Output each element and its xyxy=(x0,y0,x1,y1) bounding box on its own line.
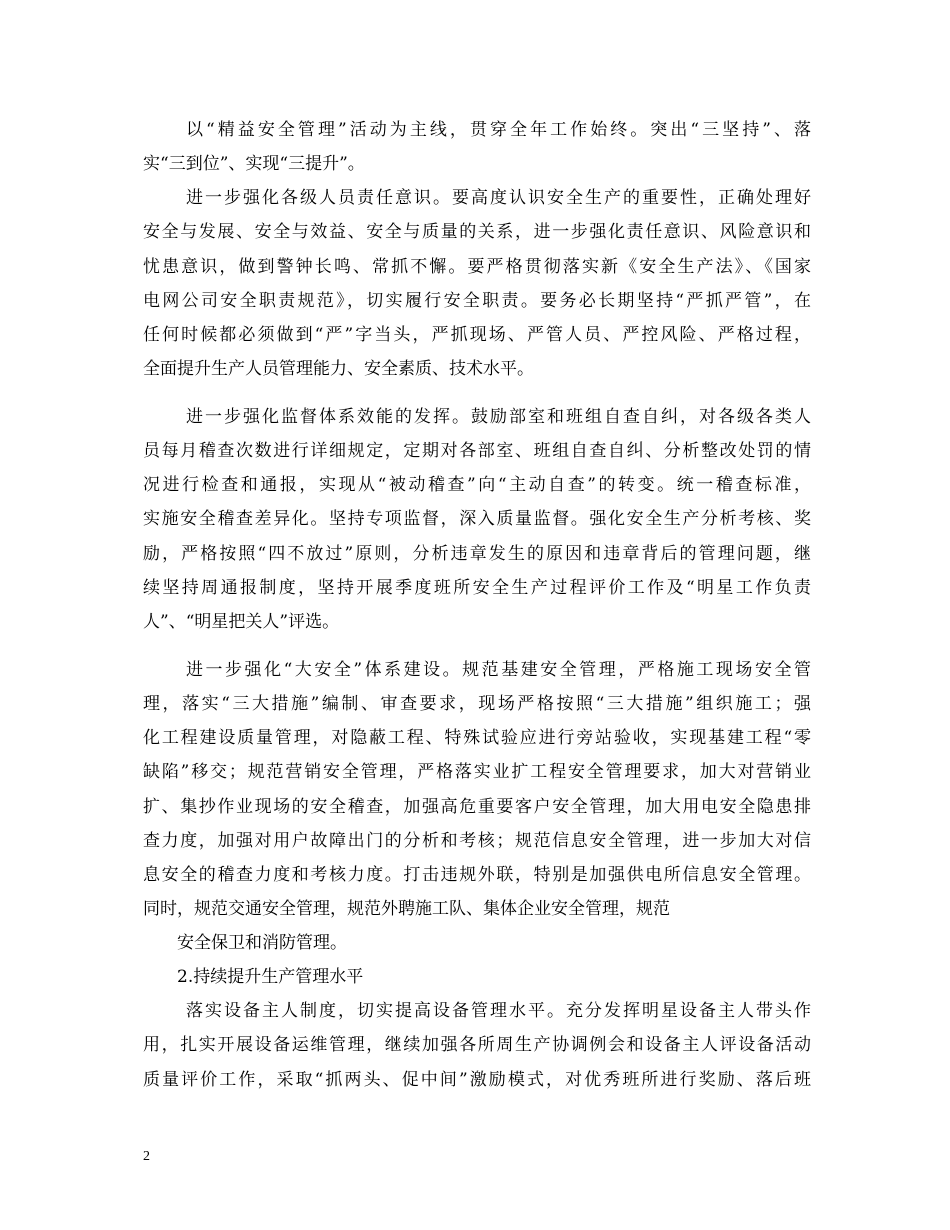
text-line: 任何时候都必须做到“严”字当头，严抓现场、严管人员、严控风险、严格过程， xyxy=(143,325,811,345)
text-line: 励，严格按照“四不放过”原则，分析违章发生的原因和违章背后的管理问题，继 xyxy=(143,544,811,564)
text-line: 以“精益安全管理”活动为主线，贯穿全年工作始终。突出“三坚持”、落 xyxy=(186,120,811,140)
text-line: 实施安全稽查差异化。坚持专项监督，深入质量监督。强化安全生产分析考核、奖 xyxy=(143,509,811,529)
text-line: 质量评价工作，采取“抓两头、促中间”激励模式，对优秀班所进行奖励、落后班 xyxy=(143,1070,811,1090)
text-line: 理，落实“三大措施”编制、审查要求，现场严格按照“三大措施”组织施工；强 xyxy=(143,694,811,714)
text-line: 进一步强化“大安全”体系建设。规范基建安全管理，严格施工现场安全管 xyxy=(186,660,811,680)
text-line: 安全与发展、安全与效益、安全与质量的关系，进一步强化责任意识、风险意识和 xyxy=(143,222,811,242)
text-line: 人”、“明星把关人”评选。 xyxy=(143,612,340,632)
text-line: 扩、集抄作业现场的安全稽查，加强高危重要客户安全管理，加大用电安全隐患排 xyxy=(143,797,811,817)
text-line: 落实设备主人制度，切实提高设备管理水平。充分发挥明星设备主人带头作 xyxy=(186,1001,811,1021)
text-line: 化工程建设质量管理，对隐蔽工程、特殊试验应进行旁站验收，实现基建工程“零 xyxy=(143,728,811,748)
text-line: 员每月稽查次数进行详细规定，定期对各部室、班组自查自纠、分析整改处罚的情 xyxy=(143,441,811,461)
text-line: 况进行检查和通报，实现从“被动稽查”向“主动自查”的转变。统一稽查标准， xyxy=(143,475,811,495)
text-line: 电网公司安全职责规范》，切实履行安全职责。要务必长期坚持“严抓严管”，在 xyxy=(143,291,811,311)
text-line: 用，扎实开展设备运维管理，继续加强各所周生产协调例会和设备主人评设备活动 xyxy=(143,1035,811,1055)
page-number: 2 xyxy=(143,1149,150,1164)
text-line: 同时，规范交通安全管理，规范外聘施工队、集体企业安全管理，规范 xyxy=(143,899,670,919)
text-line: 进一步强化各级人员责任意识。要高度认识安全生产的重要性，正确处理好 xyxy=(186,188,811,208)
text-line: 息安全的稽查力度和考核力度。打击违规外联，特别是加强供电所信息安全管理。 xyxy=(143,865,811,885)
text-line: 忧患意识，做到警钟长鸣、常抓不懈。要严格贯彻落实新《安全生产法》、《国家 xyxy=(143,257,811,277)
text-line: 实“三到位”、实现“三提升”。 xyxy=(143,154,365,174)
text-line: 进一步强化监督体系效能的发挥。鼓励部室和班组自查自纠，对各级各类人 xyxy=(186,407,811,427)
text-line: 续坚持周通报制度，坚持开展季度班所安全生产过程评价工作及“明星工作负责 xyxy=(143,578,811,598)
text-line: 安全保卫和消防管理。 xyxy=(177,933,347,953)
section-heading: 2.持续提升生产管理水平 xyxy=(177,967,364,987)
text-line: 全面提升生产人员管理能力、安全素质、技术水平。 xyxy=(143,359,534,379)
text-line: 缺陷”移交；规范营销安全管理，严格落实业扩工程安全管理要求，加大对营销业 xyxy=(143,762,811,782)
text-line: 查力度，加强对用户故障出门的分析和考核；规范信息安全管理，进一步加大对信 xyxy=(143,831,811,851)
